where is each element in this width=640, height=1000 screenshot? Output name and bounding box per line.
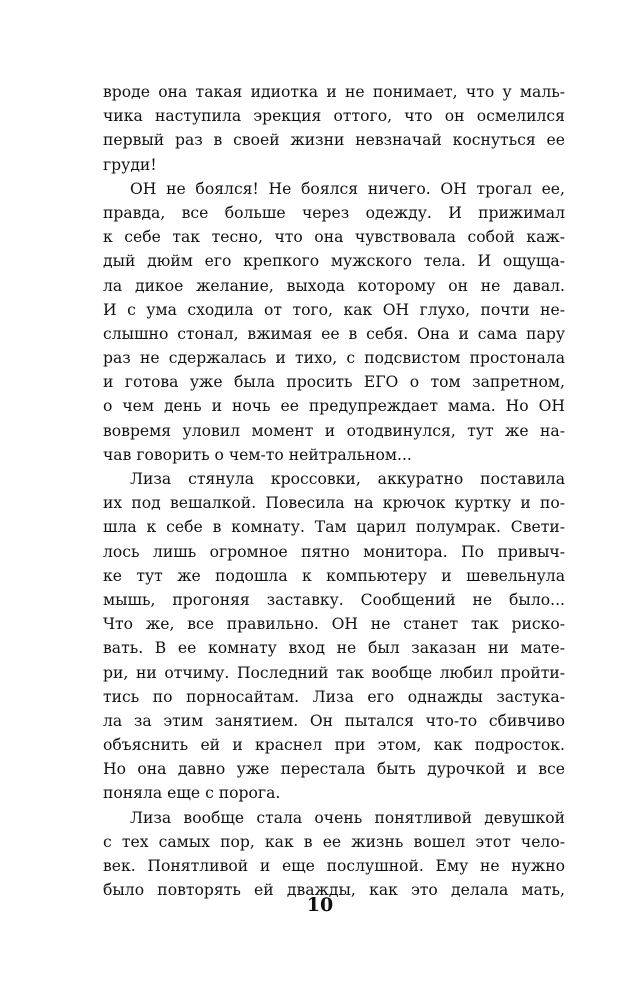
text-line: слышно стонал, вжимая ее в себя. Она и сама пару bbox=[103, 324, 565, 343]
text-line: их под вешалкой. Повесила на крючок куртку и по- bbox=[103, 494, 565, 513]
text-line: чав говорить о чем-то нейтральном... bbox=[103, 445, 412, 464]
text-line: ла за этим занятием. Он пытался что-то сбивчиво bbox=[103, 711, 565, 730]
text-line: шла к себе в комнату. Там царил полумрак. Свети- bbox=[103, 518, 565, 537]
text-line: Что же, все правильно. ОН не станет так риско- bbox=[103, 615, 565, 634]
text-line: Лиза стянула кроссовки, аккуратно поставила bbox=[130, 470, 565, 488]
text-line: первый раз в своей жизни невзначай коснуться ее bbox=[103, 131, 565, 150]
text-line: ке тут же подошла к компьютеру и шевельнула bbox=[103, 566, 565, 585]
text-line: ри, ни отчиму. Последний так вообще любил пройти- bbox=[103, 663, 565, 682]
text-line: вовремя уловил момент и отодвинулся, тут же на- bbox=[103, 421, 565, 440]
text-line: Но она давно уже перестала быть дурочкой и все bbox=[103, 760, 565, 779]
text-line: ОН не боялся! Не боялся ничего. ОН трогал ее, bbox=[130, 179, 565, 198]
text-line: вать. В ее комнату вход не был заказан ни мате- bbox=[103, 639, 565, 658]
page-body bbox=[103, 80, 565, 902]
text-line: объяснить ей и краснел при этом, как подросток. bbox=[103, 736, 565, 755]
paragraph-2 bbox=[103, 177, 565, 467]
text-line: дый дюйм его крепкого мужского тела. И ощуща- bbox=[103, 252, 565, 271]
text-line: век. Понятливой и еще послушной. Ему не нужно bbox=[103, 857, 565, 875]
text-line: мышь, прогоняя заставку. Сообщений не было... bbox=[103, 590, 565, 609]
page-number: 10 bbox=[306, 894, 334, 916]
text-line: с тех самых пор, как в ее жизнь вошел этот чело- bbox=[103, 832, 565, 851]
text-line: И с ума сходила от того, как ОН глухо, почти не- bbox=[103, 300, 565, 319]
text-line: раз не сдержалась и тихо, с подсвистом простонала bbox=[103, 349, 565, 368]
text-line: лось лишь огромное пятно монитора. По привыч- bbox=[103, 542, 565, 561]
text-line: правда, все больше через одежду. И прижимал bbox=[103, 203, 565, 222]
text-line: к себе так тесно, что она чувствовала собой каж- bbox=[103, 228, 565, 247]
text-line: чика наступила эрекция оттого, что он осмелился bbox=[103, 107, 565, 126]
text-line: тись по порносайтам. Лиза его однажды застука- bbox=[103, 687, 565, 706]
text-line: вроде она такая идиотка и не понимает, что у маль- bbox=[103, 83, 565, 101]
paragraph-1 bbox=[103, 80, 565, 177]
paragraph-4 bbox=[103, 806, 565, 903]
paragraph-3 bbox=[103, 467, 565, 806]
text-line: и готова уже была просить ЕГО о том запретном, bbox=[103, 373, 565, 392]
text-line: Лиза вообще стала очень понятливой девушкой bbox=[130, 808, 565, 827]
text-line: ла дикое желание, выхода которому он не давал. bbox=[103, 276, 565, 295]
text-line: груди! bbox=[103, 155, 157, 174]
text-line: поняла еще с порога. bbox=[103, 784, 281, 803]
text-line: о чем день и ночь ее предупреждает мама. Но ОН bbox=[103, 397, 565, 416]
text-line: было повторять ей дважды, как это делала мать, bbox=[103, 881, 565, 900]
